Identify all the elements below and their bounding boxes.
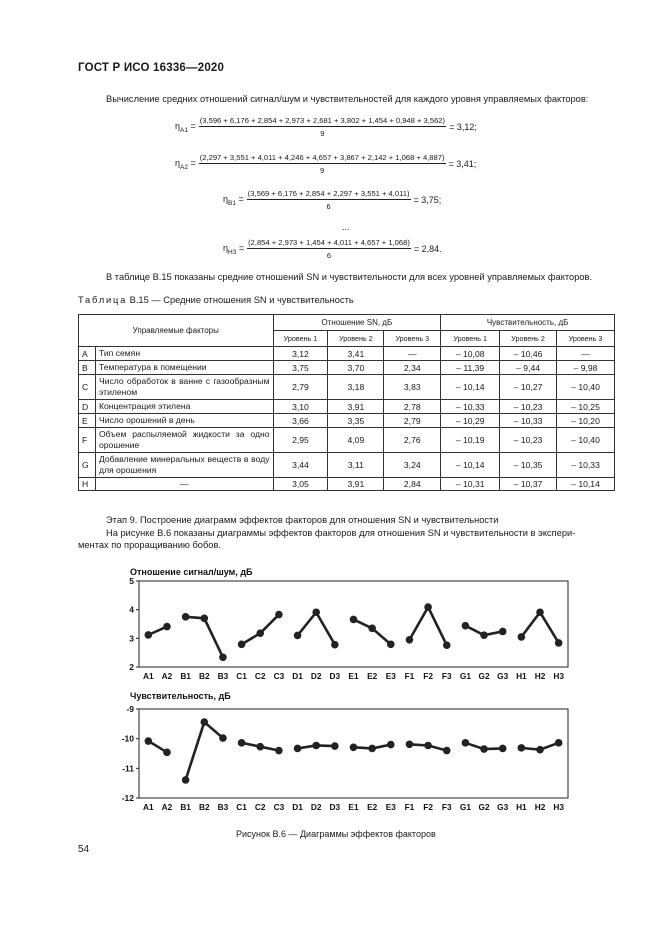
value-cell: 2,78 — [384, 400, 441, 414]
table-intro: В таблице B.15 показаны средние отношений SN и чувствительности для всех уровней управляемых факторов. — [106, 272, 593, 282]
data-point-d2 — [312, 608, 320, 616]
factor-key: B — [79, 361, 96, 375]
data-point-g2 — [480, 631, 488, 639]
data-point-f2 — [424, 603, 432, 611]
factor-name: Объем распыляемой жидкости за одно орошение — [95, 428, 273, 453]
x-tick-label: C3 — [273, 802, 285, 812]
factor-name: Температура в помещении — [95, 361, 273, 375]
eta-symbol: η — [175, 157, 181, 168]
fig-intro-line1: На рисунке B.6 показаны диаграммы эффектов факторов для отношения SN и чувствительности в экспери- — [106, 528, 576, 538]
x-tick-label: A2 — [161, 802, 173, 812]
plot-frame — [139, 581, 568, 667]
x-tick-label: B3 — [217, 671, 229, 681]
x-tick-label: E1 — [348, 802, 359, 812]
data-point-a2 — [163, 623, 171, 631]
ellipsis: ... — [342, 222, 350, 232]
data-point-e3 — [387, 741, 395, 749]
value-cell: – 10,23 — [500, 428, 557, 453]
data-point-b2 — [200, 614, 208, 622]
chart-title: Чувствительность, дБ — [130, 691, 231, 701]
y-tick-label: -12 — [121, 793, 134, 803]
factor-name: Число обработок в ванне с газообразным этиленом — [95, 375, 273, 400]
formula-b1: $\eta_{B1}$ = $\frac{(3,569 + 6,176 + 2,854 + 2,297 + 3,551 + 4,011)}{6}$ = 3,75; — [223, 189, 442, 211]
data-point-d3 — [331, 641, 339, 649]
value-cell: 3,83 — [384, 375, 441, 400]
formula-result: = 2,84. — [413, 244, 442, 254]
formula-a1: $\eta_{A1}$ = (3,596 + 6,176 + 2,854 + 2,973 + 2,681 + 3,802 + 1,454 + 0,948 + 3,562) 9 = 3,12; — [175, 116, 477, 138]
x-tick-label: D1 — [292, 671, 303, 681]
value-cell: 3,70 — [328, 361, 384, 375]
formula-subscript: A2 — [180, 163, 188, 171]
formula-result: = 3,75; — [413, 195, 442, 205]
x-tick-label: G2 — [478, 671, 490, 681]
value-cell: – 10,40 — [557, 375, 615, 400]
data-point-c1 — [238, 641, 246, 649]
factor-name: Число орошений в день — [95, 414, 273, 428]
formula-numerator: 3,569 + 6,176 + 2,854 + 2,297 + 3,551 + 4,011 — [250, 189, 407, 198]
x-tick-label: H2 — [534, 802, 546, 812]
data-point-h2 — [536, 608, 544, 616]
y-tick-label: 2 — [129, 662, 134, 672]
header-sn: Отношение SN, дБ — [273, 315, 441, 331]
value-cell: 2,79 — [384, 414, 441, 428]
x-tick-label: H1 — [516, 671, 527, 681]
data-point-d3 — [331, 742, 339, 750]
data-point-c1 — [238, 739, 246, 747]
value-cell: – 10,29 — [441, 414, 500, 428]
value-cell: – 10,19 — [441, 428, 500, 453]
x-tick-label: E1 — [348, 671, 359, 681]
value-cell: 3,11 — [328, 453, 384, 478]
x-tick-label: D3 — [329, 802, 341, 812]
factor-name: — — [95, 478, 273, 491]
data-point-d2 — [312, 742, 320, 750]
formula-a2: $\eta_{A2}$ = (2,297 + 3,551 + 4,011 + 4,246 + 4,657 + 3,867 + 2,142 + 1,068 + 4,887) 9 = 3,41; — [175, 153, 477, 175]
header-factors: Управляемые факторы — [79, 315, 274, 347]
value-cell: – 10,33 — [557, 453, 615, 478]
value-cell: 2,79 — [273, 375, 328, 400]
x-tick-label: G1 — [459, 802, 471, 812]
x-tick-label: E2 — [367, 671, 378, 681]
formula-numerator: 3,596 + 6,176 + 2,854 + 2,973 + 2,681 + 3,802 + 1,454 + 0,948 + 3,562 — [202, 116, 443, 125]
step9-text: Этап 9. Построение диаграмм эффектов факторов для отношения SN и чувствительности — [106, 515, 499, 525]
factor-key: D — [79, 400, 96, 414]
value-cell: 3,18 — [328, 375, 384, 400]
data-point-f3 — [443, 747, 451, 755]
formula-denominator: 6 — [326, 202, 331, 211]
value-cell: – 10,46 — [500, 347, 557, 361]
series-line-b — [186, 617, 223, 657]
data-point-g3 — [499, 628, 507, 636]
data-point-f1 — [406, 741, 414, 749]
formula-denominator: 6 — [326, 251, 332, 260]
x-tick-label: B1 — [180, 802, 191, 812]
x-tick-label: C1 — [236, 802, 247, 812]
value-cell: – 10,20 — [557, 414, 615, 428]
x-tick-label: B2 — [198, 802, 210, 812]
x-tick-label: C2 — [254, 671, 266, 681]
fig-intro-line2: ментах по проращиванию бобов. — [78, 540, 221, 550]
header-level: Уровень 1 — [273, 331, 328, 347]
factor-key: H — [79, 478, 96, 491]
eta-symbol: η — [175, 120, 181, 131]
x-tick-label: D3 — [329, 671, 341, 681]
page-number: 54 — [78, 844, 90, 855]
x-tick-label: H3 — [553, 802, 564, 812]
x-tick-label: D2 — [310, 802, 322, 812]
value-cell: 3,05 — [273, 478, 328, 491]
x-tick-label: H3 — [553, 671, 564, 681]
x-tick-label: E2 — [367, 802, 378, 812]
data-point-b3 — [219, 653, 227, 661]
x-tick-label: F3 — [441, 671, 452, 681]
data-point-c3 — [275, 747, 283, 755]
sn-effects-chart — [129, 567, 568, 681]
formula-result: = 3,41; — [448, 159, 477, 169]
value-cell: 2,34 — [384, 361, 441, 375]
y-tick-label: 5 — [129, 576, 134, 586]
value-cell: 2,84 — [384, 478, 441, 491]
data-point-h1 — [518, 633, 526, 641]
data-point-c2 — [256, 743, 264, 751]
x-tick-label: C2 — [254, 802, 266, 812]
data-point-d1 — [294, 745, 302, 753]
data-point-g1 — [462, 739, 470, 747]
x-tick-label: D1 — [292, 802, 303, 812]
table-caption-text: B.15 — Средние отношения SN и чувствительность — [127, 295, 354, 305]
eta-symbol: η — [223, 193, 229, 204]
series-line-d — [298, 612, 335, 644]
value-cell: 2,76 — [384, 428, 441, 453]
formula-subscript: B1 — [228, 199, 236, 207]
data-point-b1 — [182, 613, 190, 621]
series-line-b — [186, 722, 223, 780]
header-level: Уровень 1 — [441, 331, 500, 347]
data-point-c3 — [275, 611, 283, 619]
value-cell: 2,95 — [273, 428, 328, 453]
data-point-b3 — [219, 734, 227, 742]
x-tick-label: B2 — [198, 671, 210, 681]
x-tick-label: F1 — [404, 671, 415, 681]
eta-symbol: η — [223, 242, 229, 253]
value-cell: 3,66 — [273, 414, 328, 428]
data-point-a1 — [145, 631, 153, 639]
value-cell: 3,44 — [273, 453, 328, 478]
x-tick-label: H2 — [534, 671, 546, 681]
data-point-e2 — [368, 625, 376, 633]
value-cell: – 10,37 — [500, 478, 557, 491]
series-line-h — [521, 612, 558, 643]
x-tick-label: G1 — [459, 671, 471, 681]
data-point-h1 — [518, 744, 526, 752]
data-point-f3 — [443, 641, 451, 649]
value-cell: – 10,33 — [441, 400, 500, 414]
y-tick-label: 4 — [129, 604, 134, 615]
factor-key: E — [79, 414, 96, 428]
x-tick-label: G3 — [497, 802, 509, 812]
factor-name: Концентрация этилена — [95, 400, 273, 414]
header-level: Уровень 3 — [384, 331, 441, 347]
header-level: Уровень 3 — [557, 331, 615, 347]
x-tick-label: B3 — [217, 802, 229, 812]
figure-caption: Рисунок B.6 — Диаграммы эффектов факторов — [236, 829, 436, 839]
value-cell: 3,10 — [273, 400, 328, 414]
value-cell: 3,12 — [273, 347, 328, 361]
data-point-d1 — [294, 632, 302, 640]
factor-key: C — [79, 375, 96, 400]
formula-h3: $\eta_{H3}$ = $\frac{(2,854 + 2,973 + 1,454 + 4,011 + 4,657 + 1,068)}{6}$ = 2,84. — [223, 238, 442, 260]
value-cell: – 9,44 — [500, 361, 557, 375]
data-point-h3 — [555, 739, 563, 747]
value-cell: 3,91 — [328, 478, 384, 491]
value-cell: – 10,14 — [557, 478, 615, 491]
value-cell: – 11,39 — [441, 361, 500, 375]
factor-name: Тип семян — [95, 347, 273, 361]
value-cell: 4,09 — [328, 428, 384, 453]
formula-denominator: 9 — [320, 166, 325, 175]
x-tick-label: F2 — [423, 802, 433, 812]
value-cell: 3,35 — [328, 414, 384, 428]
value-cell: – 10,23 — [500, 400, 557, 414]
value-cell: – 10,40 — [557, 428, 615, 453]
value-cell: 3,75 — [273, 361, 328, 375]
formula-subscript: A1 — [180, 126, 188, 134]
data-point-c2 — [256, 629, 264, 637]
value-cell: – 10,14 — [441, 453, 500, 478]
value-cell: – 10,31 — [441, 478, 500, 491]
data-point-g1 — [462, 622, 470, 630]
x-tick-label: F3 — [441, 802, 452, 812]
x-tick-label: E3 — [385, 671, 396, 681]
y-tick-label: -10 — [121, 733, 134, 744]
value-cell: – 10,25 — [557, 400, 615, 414]
series-line-f — [409, 607, 446, 645]
data-point-b2 — [200, 718, 208, 726]
x-tick-label: F1 — [404, 802, 415, 812]
x-tick-label: A2 — [161, 671, 173, 681]
factor-key: F — [79, 428, 96, 453]
data-point-e2 — [368, 745, 376, 753]
value-cell: — — [384, 347, 441, 361]
value-cell: 3,24 — [384, 453, 441, 478]
formula-numerator: 2,297 + 3,551 + 4,011 + 4,246 + 4,657 + 3,867 + 2,142 + 1,068 + 4,887 — [202, 153, 442, 162]
data-point-b1 — [182, 776, 190, 784]
value-cell: 3,41 — [328, 347, 384, 361]
data-point-g3 — [499, 745, 507, 753]
data-point-e3 — [387, 641, 395, 649]
x-tick-label: C1 — [236, 671, 247, 681]
value-cell: 3,91 — [328, 400, 384, 414]
x-tick-label: A1 — [143, 671, 154, 681]
table-caption-label: Таблица — [78, 295, 128, 305]
formula-numerator: 2,854 + 2,973 + 1,454 + 4,011 + 4,657 + 1,068 — [250, 238, 408, 247]
value-cell: – 10,27 — [500, 375, 557, 400]
x-tick-label: D2 — [310, 671, 322, 681]
header-sensitivity: Чувствительность, дБ — [441, 315, 615, 331]
data-point-f2 — [424, 742, 432, 750]
x-tick-label: E3 — [385, 802, 396, 812]
value-cell: – 9,98 — [557, 361, 615, 375]
formula-result: = 3,12; — [449, 122, 477, 132]
document-header: ГОСТ Р ИСО 16336—2020 — [78, 62, 225, 74]
data-point-a1 — [145, 737, 153, 745]
y-tick-label: 3 — [129, 633, 134, 644]
x-tick-label: H1 — [516, 802, 527, 812]
y-tick-label: -9 — [126, 704, 134, 714]
data-point-g2 — [480, 745, 488, 753]
data-point-h2 — [536, 746, 544, 754]
factor-name: Добавление минеральных веществ в воду для орошения — [95, 453, 273, 478]
x-tick-label: B1 — [180, 671, 191, 681]
x-tick-label: G2 — [478, 802, 490, 812]
data-point-f1 — [406, 636, 414, 644]
value-cell: – 10,33 — [500, 414, 557, 428]
x-tick-label: F2 — [423, 671, 433, 681]
header-level: Уровень 2 — [500, 331, 557, 347]
x-tick-label: G3 — [497, 671, 509, 681]
data-point-a2 — [163, 749, 171, 757]
value-cell: – 10,08 — [441, 347, 500, 361]
data-point-e1 — [350, 743, 358, 751]
factor-key: A — [79, 347, 96, 361]
intro-paragraph: Вычисление средних отношений сигнал/шум и чувствительностей для каждого уровня управляемых факторов: — [106, 94, 589, 104]
formula-subscript: H3 — [228, 248, 237, 256]
x-tick-label: C3 — [273, 671, 285, 681]
y-tick-label: -11 — [122, 763, 134, 774]
data-point-h3 — [555, 639, 563, 647]
formula-denominator: 9 — [320, 129, 325, 138]
x-tick-label: A1 — [143, 802, 154, 812]
data-point-e1 — [350, 616, 358, 624]
value-cell: — — [557, 347, 615, 361]
factor-key: G — [79, 453, 96, 478]
chart-title: Отношение сигнал/шум, дБ — [130, 567, 253, 577]
value-cell: – 10,35 — [500, 453, 557, 478]
value-cell: – 10,14 — [441, 375, 500, 400]
header-level: Уровень 2 — [328, 331, 384, 347]
sensitivity-effects-chart — [122, 691, 568, 812]
